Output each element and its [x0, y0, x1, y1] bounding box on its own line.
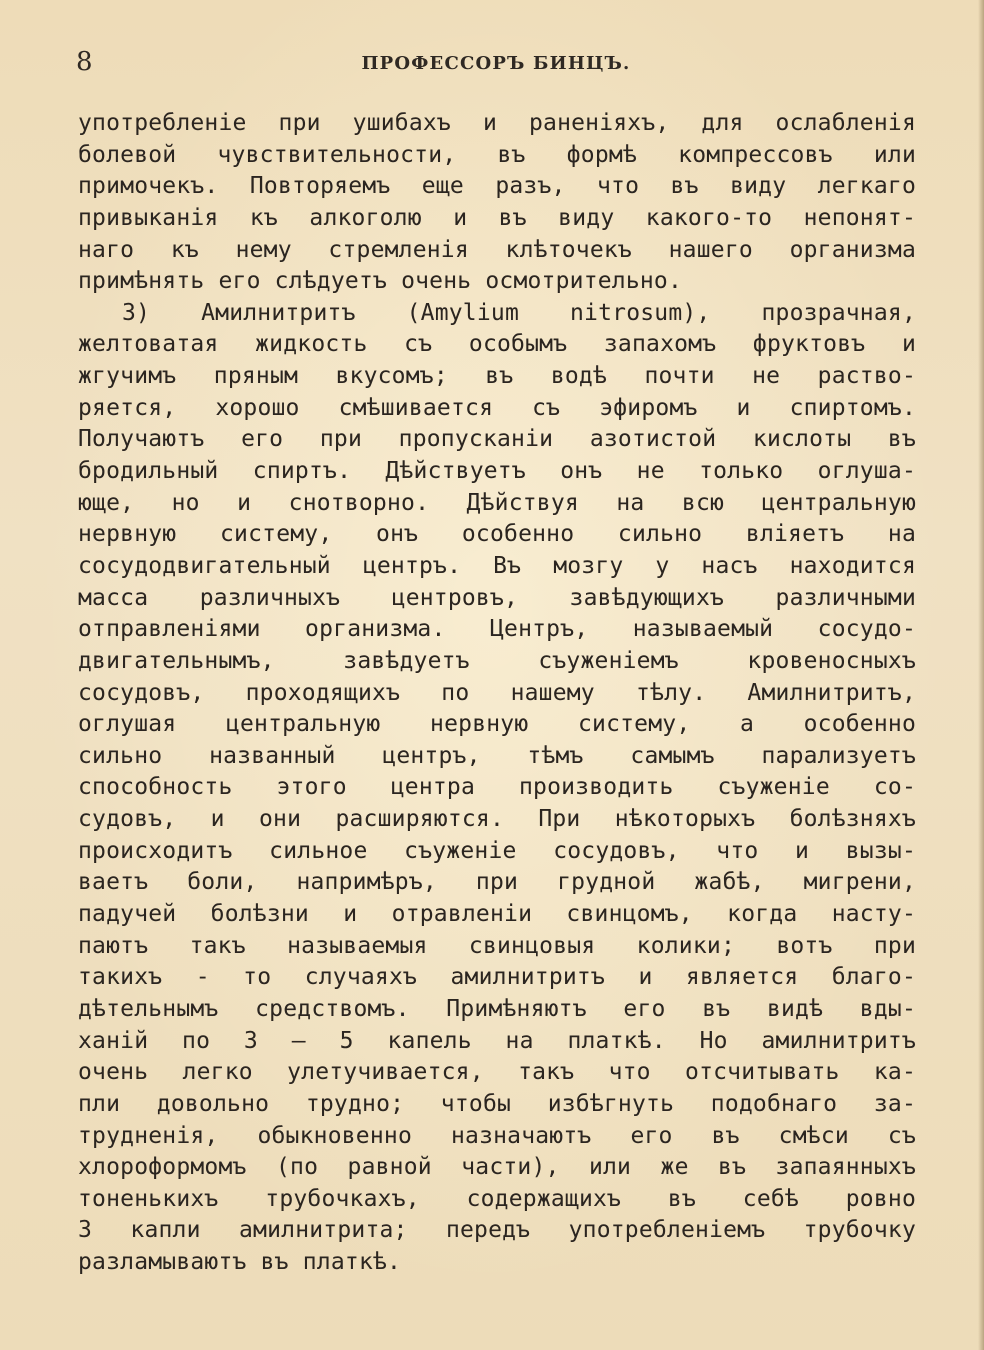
text-line: Получаютъ его при пропусканіи азотистой кислоты въ	[78, 426, 916, 453]
text-line: жгучимъ пряным вкусомъ; въ водѣ почти не раство-	[78, 363, 916, 390]
text-line: масса различныхъ центровъ, завѣдующихъ различными	[78, 584, 916, 611]
text-line: примочекъ. Повторяемъ еще разъ, что въ виду легкаго	[78, 173, 916, 200]
body-text	[78, 108, 916, 1279]
text-line: двигательнымъ, завѣдуетъ съуженіемъ кровеносныхъ	[78, 647, 916, 674]
text-line: дѣтельнымъ средствомъ. Примѣняютъ его въ видѣ вды-	[78, 995, 916, 1022]
text-line: употребленіе при ушибахъ и раненіяхъ, для ослабленія	[78, 110, 916, 136]
text-line: сильно названный центръ, тѣмъ самымъ парализуетъ	[78, 742, 916, 769]
text-line: судовъ, и они расширяются. При нѣкоторыхъ болѣзняхъ	[78, 806, 916, 833]
text-line: нервную систему, онъ особенно сильно вліяетъ на	[78, 521, 916, 548]
text-line: юще, но и снотворно. Дѣйствуя на всю центральную	[78, 489, 916, 516]
text-line: трудненія, обыкновенно назначаютъ его въ смѣси съ	[78, 1122, 916, 1149]
text-line: ваетъ боли, напримѣръ, при грудной жабѣ, мигрени,	[78, 869, 916, 896]
text-line: желтоватая жидкость съ особымъ запахомъ фруктовъ и	[78, 331, 916, 358]
text-line: паютъ такъ называемыя свинцовыя колики; вотъ при	[78, 932, 916, 959]
text-line: болевой чувствительности, въ формѣ компрессовъ или	[78, 141, 916, 168]
text-line: бродильный спиртъ. Дѣйствуетъ онъ не только оглуша-	[78, 458, 916, 485]
text-line: ханій по 3 — 5 капель на платкѣ. Но амилнитритъ	[78, 1027, 916, 1054]
text-line: 3 капли амилнитрита; передъ употребленіемъ трубочку	[78, 1217, 916, 1244]
running-title: ПРОФЕССОРЪ БИНЦЪ.	[361, 53, 631, 74]
text-line: хлороформомъ (по равной части), или же въ запаянныхъ	[78, 1154, 916, 1181]
text-line: такихъ - то случаяхъ амилнитритъ и является благо-	[78, 964, 916, 991]
text-line: сосудовъ, проходящихъ по нашему тѣлу. Амилнитритъ,	[78, 679, 916, 706]
text-line: сосудодвигательный центръ. Въ мозгу у насъ находится	[78, 552, 916, 579]
text-line: ряется, хорошо смѣшивается съ эфиромъ и спиртомъ.	[78, 394, 916, 421]
page-number: 8	[76, 47, 93, 77]
text-line: разламываютъ въ платкѣ.	[78, 1249, 402, 1276]
page-edge-shadow	[978, 0, 984, 1350]
text-line: оглушая центральную нервную систему, а особенно	[78, 711, 916, 738]
text-line: пли довольно трудно; чтобы избѣгнуть подобнаго за-	[78, 1090, 916, 1117]
text-line: способность этого центра производить съуженіе со-	[78, 774, 916, 801]
text-line: привыканія къ алкоголю и въ виду какого-то непонят-	[78, 204, 916, 231]
text-line: падучей болѣзни и отравленіи свинцомъ, когда насту-	[78, 901, 916, 928]
text-line: наго къ нему стремленія клѣточекъ нашего организма	[78, 236, 916, 263]
page-header	[76, 46, 916, 78]
text-line: происходитъ сильное съуженіе сосудовъ, что и вызы-	[78, 837, 916, 864]
text-line: очень легко улетучивается, такъ что отсчитывать ка-	[78, 1059, 916, 1086]
text-line: отправленіями организма. Центръ, называемый сосудо-	[78, 616, 916, 643]
text-line: тоненькихъ трубочкахъ, содержащихъ въ себѣ ровно	[78, 1185, 916, 1212]
text-line: примѣнять его слѣдуетъ очень осмотрительно.	[78, 268, 683, 295]
paragraph-start-line: 3) Амилнитритъ (Amylium nitrosum), прозрачная,	[122, 299, 916, 326]
